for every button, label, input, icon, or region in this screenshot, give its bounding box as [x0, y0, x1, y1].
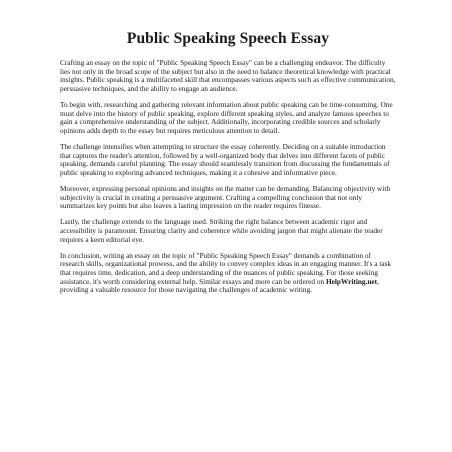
conclusion-text-after: , providing a valuable resource for those navigating the challenges of academic writing.	[60, 276, 379, 295]
brand-name: HelpWriting.net	[325, 276, 378, 286]
paragraph-research: To begin with, researching and gathering relevant information about public speaking can be time-consuming. One must delve into the history of public speaking, explore different speaking styles, and analyze famous speeches to gain a comprehensive understanding of the subject. Additionally, incorporating credible sources and scholarly opinions adds depth to the essay but requires meticulous attention to detail.	[60, 100, 393, 136]
paragraph-intro: Crafting an essay on the topic of "Public Speaking Speech Essay" can be a challenging endeavor. The difficulty lies not only in the broad scope of the subject but also in the need to balance theoretical knowledge with practical insights. Public speaking is a multifaceted skill that encompasses various aspects such as effective communication, persuasive techniques, and the ability to engage an audience.	[60, 58, 396, 94]
paragraph-structure: The challenge intensifies when attempting to structure the essay coherently. Deciding on a suitable introduction that captures the reader's attention, followed by a well-organized body that delves into different facets of public speaking, demands careful planning. The essay should seamlessly transition from discussing the fundamentals of public speaking to exploring advanced techniques, making it a cohesive and informative piece.	[60, 142, 390, 178]
document-title: Public Speaking Speech Essay	[126, 30, 330, 47]
conclusion-text-before: In conclusion, writing an essay on the topic of "Public Speaking Speech Essay" demands a combination of research skills, organizational prowess, and the ability to convey complex ideas in an engaging manner. It's a task that requires time, dedication, and a deep understanding of the nuances of public speaking. For those seeking assistance, it's worth considering external help. Similar essays and more can be ordered on	[60, 250, 392, 286]
paragraph-conclusion	[60, 252, 396, 296]
paragraph-language: Lastly, the challenge extends to the language used. Striking the right balance between academic rigor and accessibility is paramount. Ensuring clarity and coherence while avoiding jargon that might alienate the reader requires a keen editorial eye.	[60, 217, 383, 244]
paragraph-opinions: Moreover, expressing personal opinions and insights on the matter can be demanding. Balancing objectivity with subjectivity is crucial in creating a persuasive argument. Crafting a compelling conclusion that not only summarizes key points but also leaves a lasting impression on the reader requires finesse.	[60, 184, 391, 211]
